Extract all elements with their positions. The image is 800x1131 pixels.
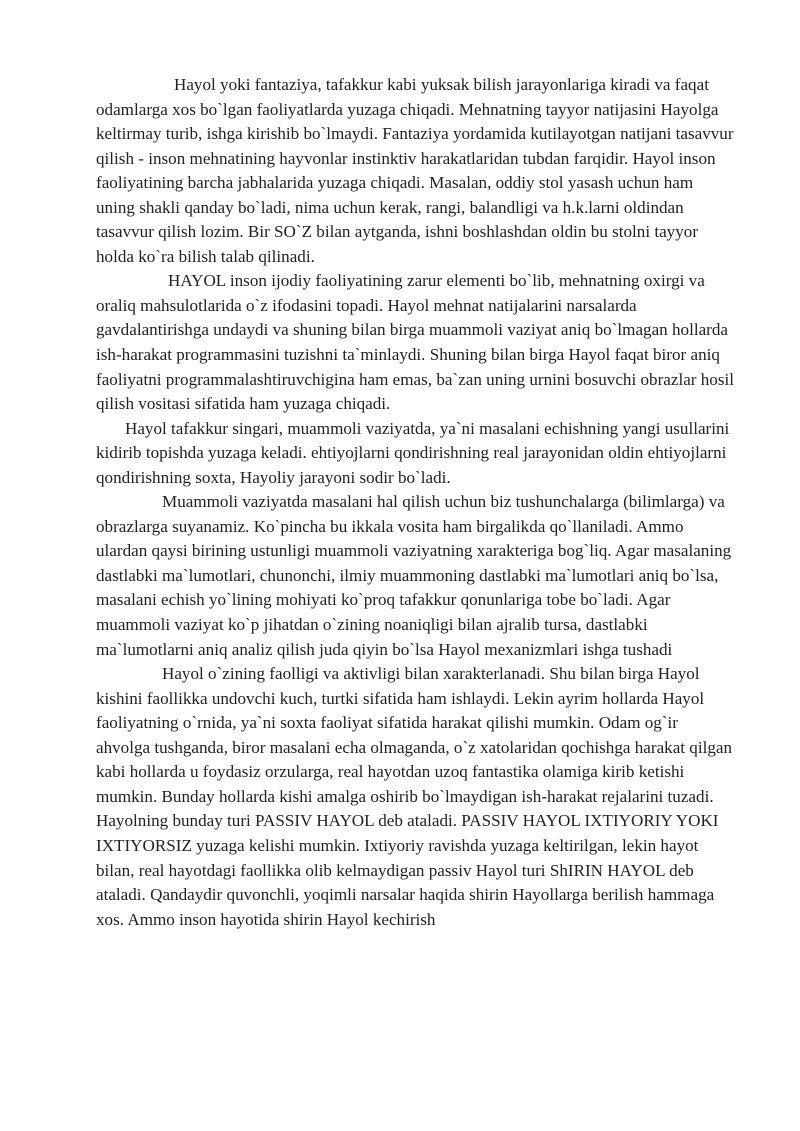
paragraph-1: Hayol yoki fantaziya, tafakkur kabi yuksak bilish jarayonlariga kiradi va faqat odamlarga xos bo`lgan faoliyatlarda yuzaga chiqadi. Mehnatning tayyor natijasini Hayolga keltirmay turib, ishga kirishib bo`lmaydi. Fantaziya yordamida kutilayotgan natijani tasavvur qilish - inson mehnatining hayvonlar instinktiv harakatlaridan tubdan farqidir. Hayol inson faoliyatining barcha jabhalarida yuzaga chiqadi. Masalan, oddiy stol yasash uchun ham uning shakli qanday bo`ladi, nima uchun kerak, rangi, balandligi va h.k.larni oldindan tasavvur qilish lozim. Bir SO`Z bilan aytganda, ishni boshlashdan oldin bu stolni tayyor holda ko`ra bilish talab qilinadi.: [96, 75, 734, 266]
paragraph-2: HAYOL inson ijodiy faoliyatining zarur elementi bo`lib, mehnatning oxirgi va oraliq mahsulotlarida o`z ifodasini topadi. Hayol mehnat natijalarini narsalarda gavdalantirishga undaydi va shuning bilan birga muammoli vaziyat aniq bo`lmagan hollarda ish-harakat programmasini tuzishni ta`minlaydi. Shuning bilan birga Hayol faqat biror aniq faoliyatni programmalashtiruvchigina ham emas, ba`zan uning urnini bosuvchi obrazlar hosil qilish vositasi sifatida ham yuzaga chiqadi.: [96, 271, 734, 414]
document-body: [96, 73, 736, 932]
paragraph-4: Muammoli vaziyatda masalani hal qilish uchun biz tushunchalarga (bilimlarga) va obrazlarga suyanamiz. Ko`pincha bu ikkala vosita ham birgalikda qo`llaniladi. Ammo ulardan qaysi birining ustunligi muammoli vaziyatning xarakteriga bog`liq. Agar masalaning dastlabki ma`lumotlari, chunonchi, ilmiy muammoning dastlabki ma`lumotlari aniq bo`lsa, masalani echish yo`lining mohiyati ko`proq tafakkur qonunlariga tobe bo`ladi. Agar muammoli vaziyat ko`p jihatdan o`zining noaniqligi bilan ajralib tursa, dastlabki ma`lumotlarni aniq analiz qilish juda qiyin bo`lsa Hayol mexanizmlari ishga tushadi: [96, 492, 732, 659]
paragraph-3: Hayol tafakkur singari, muammoli vaziyatda, ya`ni masalani echishning yangi usullarini kidirib topishda yuzaga keladi. ehtiyojlarni qondirishning real jarayonidan oldin ehtiyojlarni qondirishning soxta, Hayoliy jarayoni sodir bo`ladi.: [96, 418, 730, 487]
paragraph-5: Hayol o`zining faolligi va aktivligi bilan xarakterlanadi. Shu bilan birga Hayol kishini faollikka undovchi kuch, turtki sifatida ham ishlaydi. Lekin ayrim hollarda Hayol faoliyatning o`rnida, ya`ni soxta faoliyat sifatida harakat qilishi mumkin. Odam og`ir ahvolga tushganda, biror masalani echa olmaganda, o`z xatolaridan qochishga harakat qilgan kabi hollarda u foydasiz orzularga, real hayotdan uzoq fantastika olamiga kirib ketishi mumkin. Bunday hollarda kishi amalga oshirib bo`lmaydigan ish-harakat rejalarini tuzadi. Hayolning bunday turi PASSIV HAYOL deb ataladi. PASSIV HAYOL IXTIYORIY YOKI IXTIYORSIZ yuzaga kelishi mumkin. Ixtiyoriy ravishda yuzaga keltirilgan, lekin hayot bilan, real hayotdagi faollikka olib kelmaydigan passiv Hayol turi ShIRIN HAYOL deb ataladi. Qandaydir quvonchli, yoqimli narsalar haqida shirin Hayollarga berilish hammaga xos. Ammo inson hayotida shirin Hayol kechirish: [96, 664, 733, 929]
